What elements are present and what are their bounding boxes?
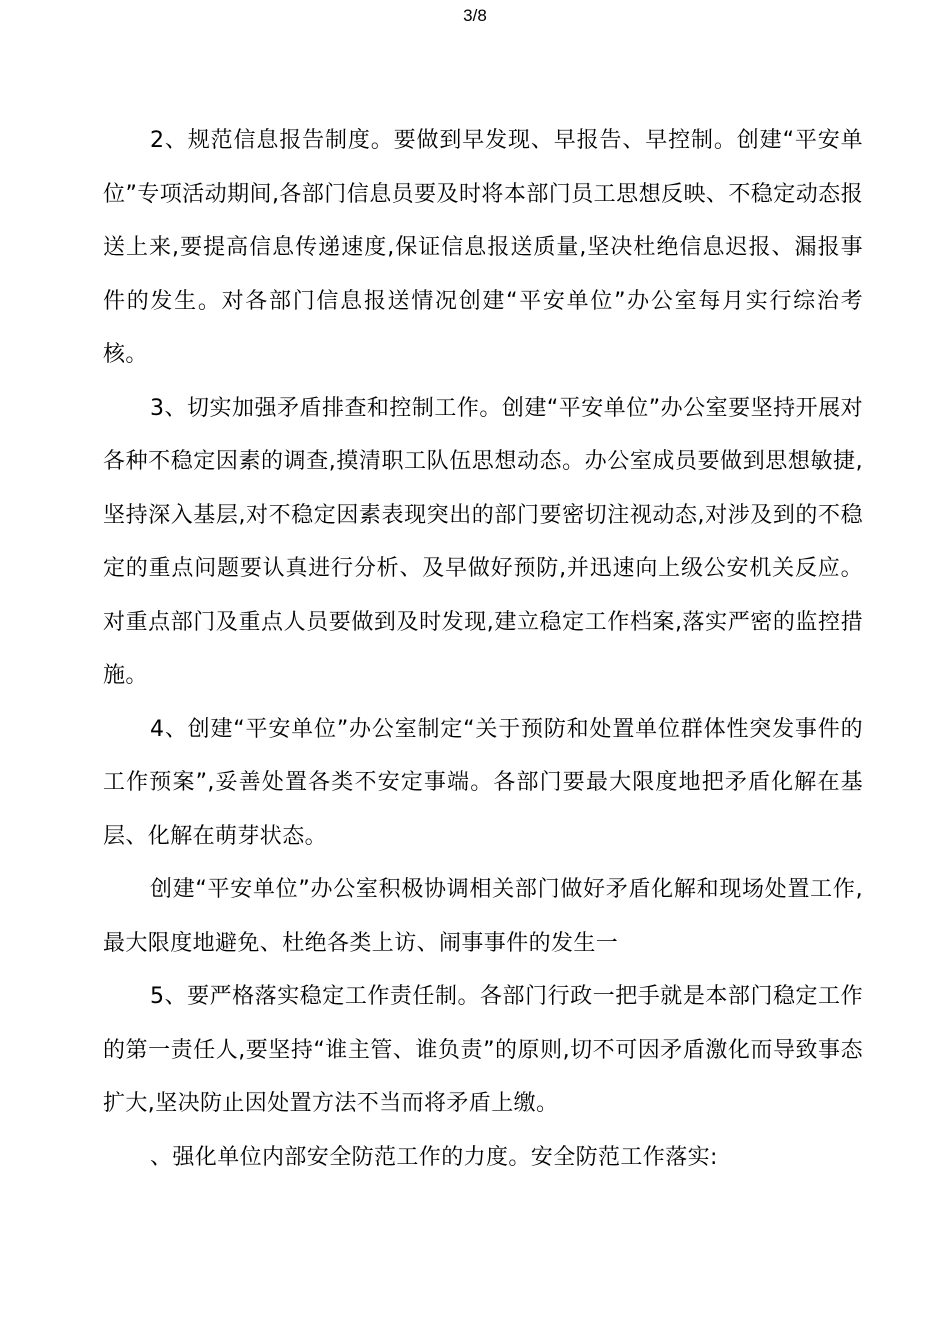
document-body [103, 114, 863, 1184]
paragraph-responsibility: 5、要严格落实稳定工作责任制。各部门行政一把手就是本部门稳定工作的第一责任人,要坚持“谁主管、谁负责”的原则,切不可因矛盾激化而导致事态扩大,坚决防止因处置方法不当而将矛盾上缴。 [103, 984, 863, 1116]
paragraph-info-report: 2、规范信息报告制度。要做到早发现、早报告、早控制。创建“平安单位”专项活动期间,各部门信息员要及时将本部门员工思想反映、不稳定动态报送上来,要提高信息传递速度,保证信息报送质量,坚决杜绝信息迟报、漏报事件的发生。对各部门信息报送情况创建“平安单位”办公室每月实行综治考核。 [103, 128, 863, 367]
paragraph-security-prevention: 、强化单位内部安全防范工作的力度。安全防范工作落实: [150, 1144, 718, 1170]
paragraph-emergency-plan: 4、创建“平安单位”办公室制定“关于预防和处置单位群体性突发事件的工作预案”,妥善处置各类不安定事端。各部门要最大限度地把矛盾化解在基层、化解在萌芽状态。 [103, 716, 863, 849]
paragraph-coordination: 创建“平安单位”办公室积极协调相关部门做好矛盾化解和现场处置工作,最大限度地避免、杜绝各类上访、闹事事件的发生一 [103, 877, 863, 956]
paragraph-conflict-screening: 3、切实加强矛盾排查和控制工作。创建“平安单位”办公室要坚持开展对各种不稳定因素的调查,摸清职工队伍思想动态。办公室成员要做到思想敏捷,坚持深入基层,对不稳定因素表现突出的部门要密切注视动态,对涉及到的不稳定的重点问题要认真进行分析、及早做好预防,并迅速向上级公安机关反应。对重点部门及重点人员要做到及时发现,建立稳定工作档案,落实严密的监控措施。 [103, 395, 863, 688]
page-number: 3/8 [463, 6, 487, 25]
